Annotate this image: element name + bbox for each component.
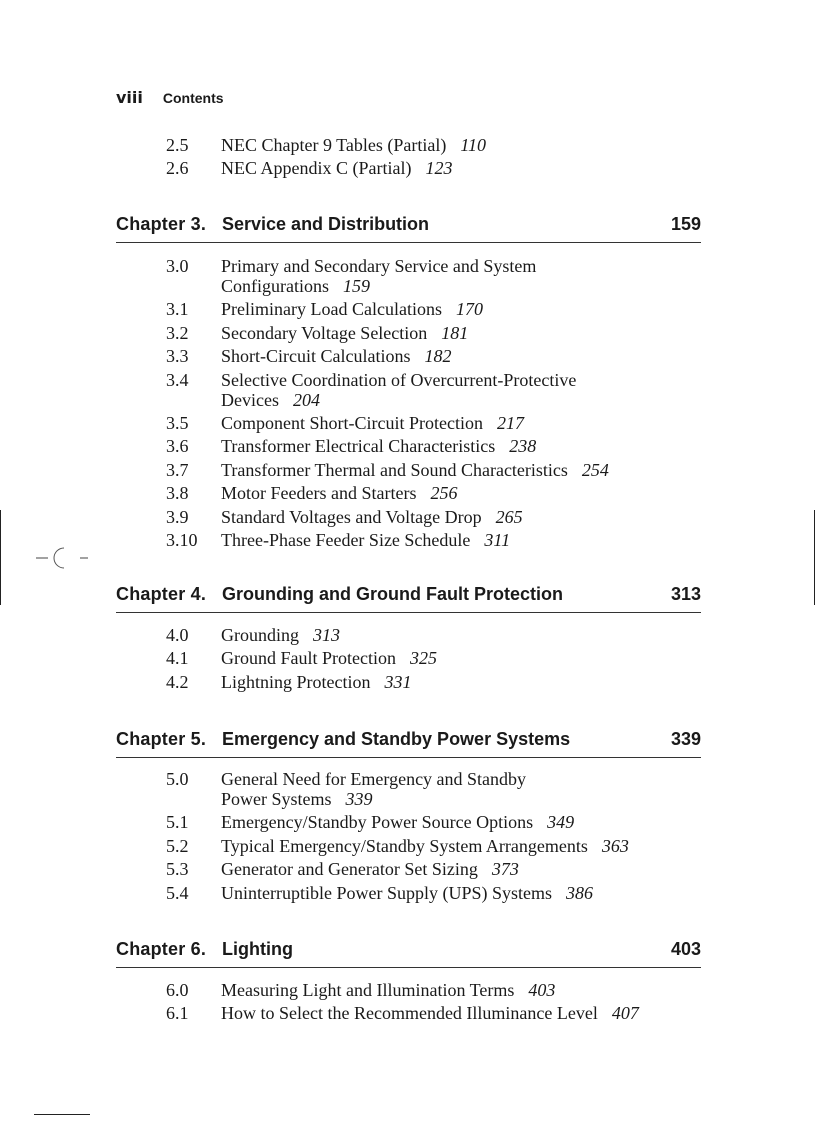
toc-entry	[166, 135, 701, 155]
toc-entry-number: 4.2	[166, 671, 189, 692]
toc-entry-page: 373	[491, 859, 519, 880]
toc-entry-title: Ground Fault Protection	[221, 648, 396, 669]
toc-entry-number: 3.0	[166, 256, 189, 276]
right-edge-mark	[814, 510, 815, 605]
toc-entry	[166, 483, 701, 503]
toc-entry	[166, 883, 701, 903]
toc-entry-page: 403	[528, 980, 556, 1000]
toc-entry	[166, 460, 701, 480]
toc-entry-number: 6.1	[166, 1003, 189, 1024]
left-edge-mark	[0, 510, 1, 605]
toc-entry	[166, 323, 701, 343]
toc-entry-title: Emergency/Standby Power Source Options	[221, 812, 534, 833]
toc-entry	[166, 299, 701, 319]
toc-entry	[166, 812, 701, 832]
toc-entries-chapter-5	[166, 769, 701, 906]
toc-entry	[166, 413, 701, 433]
toc-entry-title: Uninterruptible Power Supply (UPS) Systems	[221, 882, 552, 903]
toc-entry-title: Typical Emergency/Standby System Arrangements	[221, 835, 588, 856]
toc-entries-chapter-3	[166, 256, 701, 553]
toc-entry-title: Secondary Voltage Selection	[221, 322, 428, 343]
toc-entry-page: 386	[566, 882, 593, 903]
toc-entry-title: How to Select the Recommended Illuminance Level	[221, 1003, 598, 1024]
toc-entry-number: 5.0	[166, 769, 189, 789]
toc-entry-number: 3.1	[166, 299, 189, 320]
chapter-heading-5	[116, 725, 701, 758]
toc-entry-page: 238	[509, 436, 537, 457]
chapter-title: Emergency and Standby Power Systems	[222, 729, 571, 749]
toc-entry-number: 2.6	[166, 158, 189, 179]
toc-entry-page: 110	[460, 135, 487, 155]
toc-entry-number: 3.8	[166, 483, 189, 504]
toc-entry-title-cont: Power Systems	[221, 789, 332, 809]
toc-entry	[166, 346, 701, 366]
toc-entry-title: Preliminary Load Calculations	[221, 299, 442, 320]
chapter-heading-6	[116, 935, 701, 968]
toc-entry-title: General Need for Emergency and Standby	[221, 769, 527, 789]
toc-entry-page: 311	[484, 529, 511, 550]
toc-entry-number: 4.0	[166, 625, 189, 645]
toc-entry-page: 339	[345, 789, 373, 809]
running-header-label: Contents	[162, 90, 224, 106]
toc-entry-number: 3.9	[166, 506, 189, 527]
chapter-title: Grounding and Ground Fault Protection	[222, 584, 563, 604]
toc-entry-number: 5.1	[166, 812, 189, 833]
chapter-page: 339	[670, 729, 701, 749]
toc-entry-number: 5.4	[166, 882, 189, 903]
toc-entry-title: Standard Voltages and Voltage Drop	[221, 506, 482, 527]
toc-entry-page: 363	[601, 835, 629, 856]
toc-entry-page: 204	[292, 389, 320, 410]
toc-entry-page: 159	[343, 276, 370, 296]
toc-entry-title: NEC Appendix C (Partial)	[221, 158, 412, 179]
toc-entries-chapter-2	[166, 135, 701, 182]
toc-entry-page: 265	[495, 506, 523, 527]
toc-entry-number: 6.0	[166, 980, 189, 1000]
chapter-page: 313	[670, 584, 701, 604]
toc-entry	[166, 256, 701, 296]
toc-entry-page: 182	[424, 346, 452, 367]
toc-entry-title-cont: Configurations	[221, 276, 329, 296]
chapter-heading-3	[116, 210, 701, 243]
chapter-label: Chapter 5.	[116, 729, 207, 749]
toc-entry-title: Transformer Electrical Characteristics	[221, 436, 496, 457]
toc-entry	[166, 859, 701, 879]
toc-entry-title: NEC Chapter 9 Tables (Partial)	[221, 135, 447, 155]
chapter-page: 403	[670, 939, 701, 959]
toc-entry-title: Transformer Thermal and Sound Characteristics	[221, 459, 568, 480]
chapter-title: Service and Distribution	[222, 214, 430, 234]
toc-entry-title: Motor Feeders and Starters	[221, 483, 417, 504]
toc-entry-page: 331	[384, 671, 412, 692]
toc-entry	[166, 648, 701, 668]
toc-entry-title: Three-Phase Feeder Size Schedule	[221, 529, 471, 550]
toc-entry-number: 2.5	[166, 135, 189, 155]
chapter-label: Chapter 6.	[116, 939, 207, 959]
toc-entry-page: 325	[409, 648, 437, 669]
toc-entry-page: 217	[496, 412, 524, 433]
bottom-crop-mark	[34, 1114, 90, 1115]
toc-entry-number: 3.7	[166, 459, 189, 480]
toc-entry-number: 4.1	[166, 648, 189, 669]
toc-entry	[166, 370, 701, 410]
toc-entry	[166, 980, 701, 1000]
toc-entry-number: 3.10	[166, 529, 198, 550]
toc-entry-title: Short-Circuit Calculations	[221, 346, 411, 367]
toc-entry-page: 313	[313, 625, 340, 645]
toc-entry	[166, 530, 701, 550]
toc-entry	[166, 672, 701, 692]
toc-entry-page: 254	[581, 459, 609, 480]
toc-entry-title: Primary and Secondary Service and System	[221, 256, 537, 276]
toc-entries-chapter-4	[166, 625, 701, 695]
toc-entry-page: 256	[430, 483, 458, 504]
page-number: viii	[116, 88, 143, 107]
toc-entry-number: 3.4	[166, 369, 189, 390]
toc-entry-number: 3.3	[166, 346, 189, 367]
toc-entry-title: Lightning Protection	[221, 671, 371, 692]
registration-mark-icon	[34, 540, 94, 576]
toc-entry-page: 407	[611, 1003, 639, 1024]
toc-entry	[166, 625, 701, 645]
toc-entry	[166, 1003, 701, 1023]
toc-entry-page: 181	[441, 322, 469, 343]
toc-entry-number: 5.3	[166, 859, 189, 880]
toc-entry-page: 123	[425, 158, 453, 179]
toc-entry-title: Grounding	[221, 625, 299, 645]
toc-entry-title: Component Short-Circuit Protection	[221, 412, 483, 433]
chapter-label: Chapter 4.	[116, 584, 207, 604]
toc-entry	[166, 158, 701, 178]
toc-entry-title: Measuring Light and Illumination Terms	[221, 980, 515, 1000]
toc-entry-page: 349	[547, 812, 575, 833]
toc-entry-title: Generator and Generator Set Sizing	[221, 859, 478, 880]
toc-entry	[166, 507, 701, 527]
toc-entry-number: 5.2	[166, 835, 189, 856]
chapter-title: Lighting	[222, 939, 293, 959]
chapter-label: Chapter 3.	[116, 214, 207, 234]
chapter-heading-4	[116, 580, 701, 613]
running-header	[116, 88, 224, 108]
toc-entry	[166, 436, 701, 456]
toc-entry-number: 3.2	[166, 322, 189, 343]
toc-entry-page: 170	[455, 299, 483, 320]
toc-entry-title-cont: Devices	[221, 389, 279, 410]
toc-entry-title: Selective Coordination of Overcurrent-Protective	[221, 369, 577, 390]
toc-entry	[166, 769, 701, 809]
toc-entry-number: 3.6	[166, 436, 189, 457]
toc-entry-number: 3.5	[166, 412, 189, 433]
chapter-page: 159	[670, 214, 701, 234]
toc-entry	[166, 836, 701, 856]
toc-entries-chapter-6	[166, 980, 701, 1027]
